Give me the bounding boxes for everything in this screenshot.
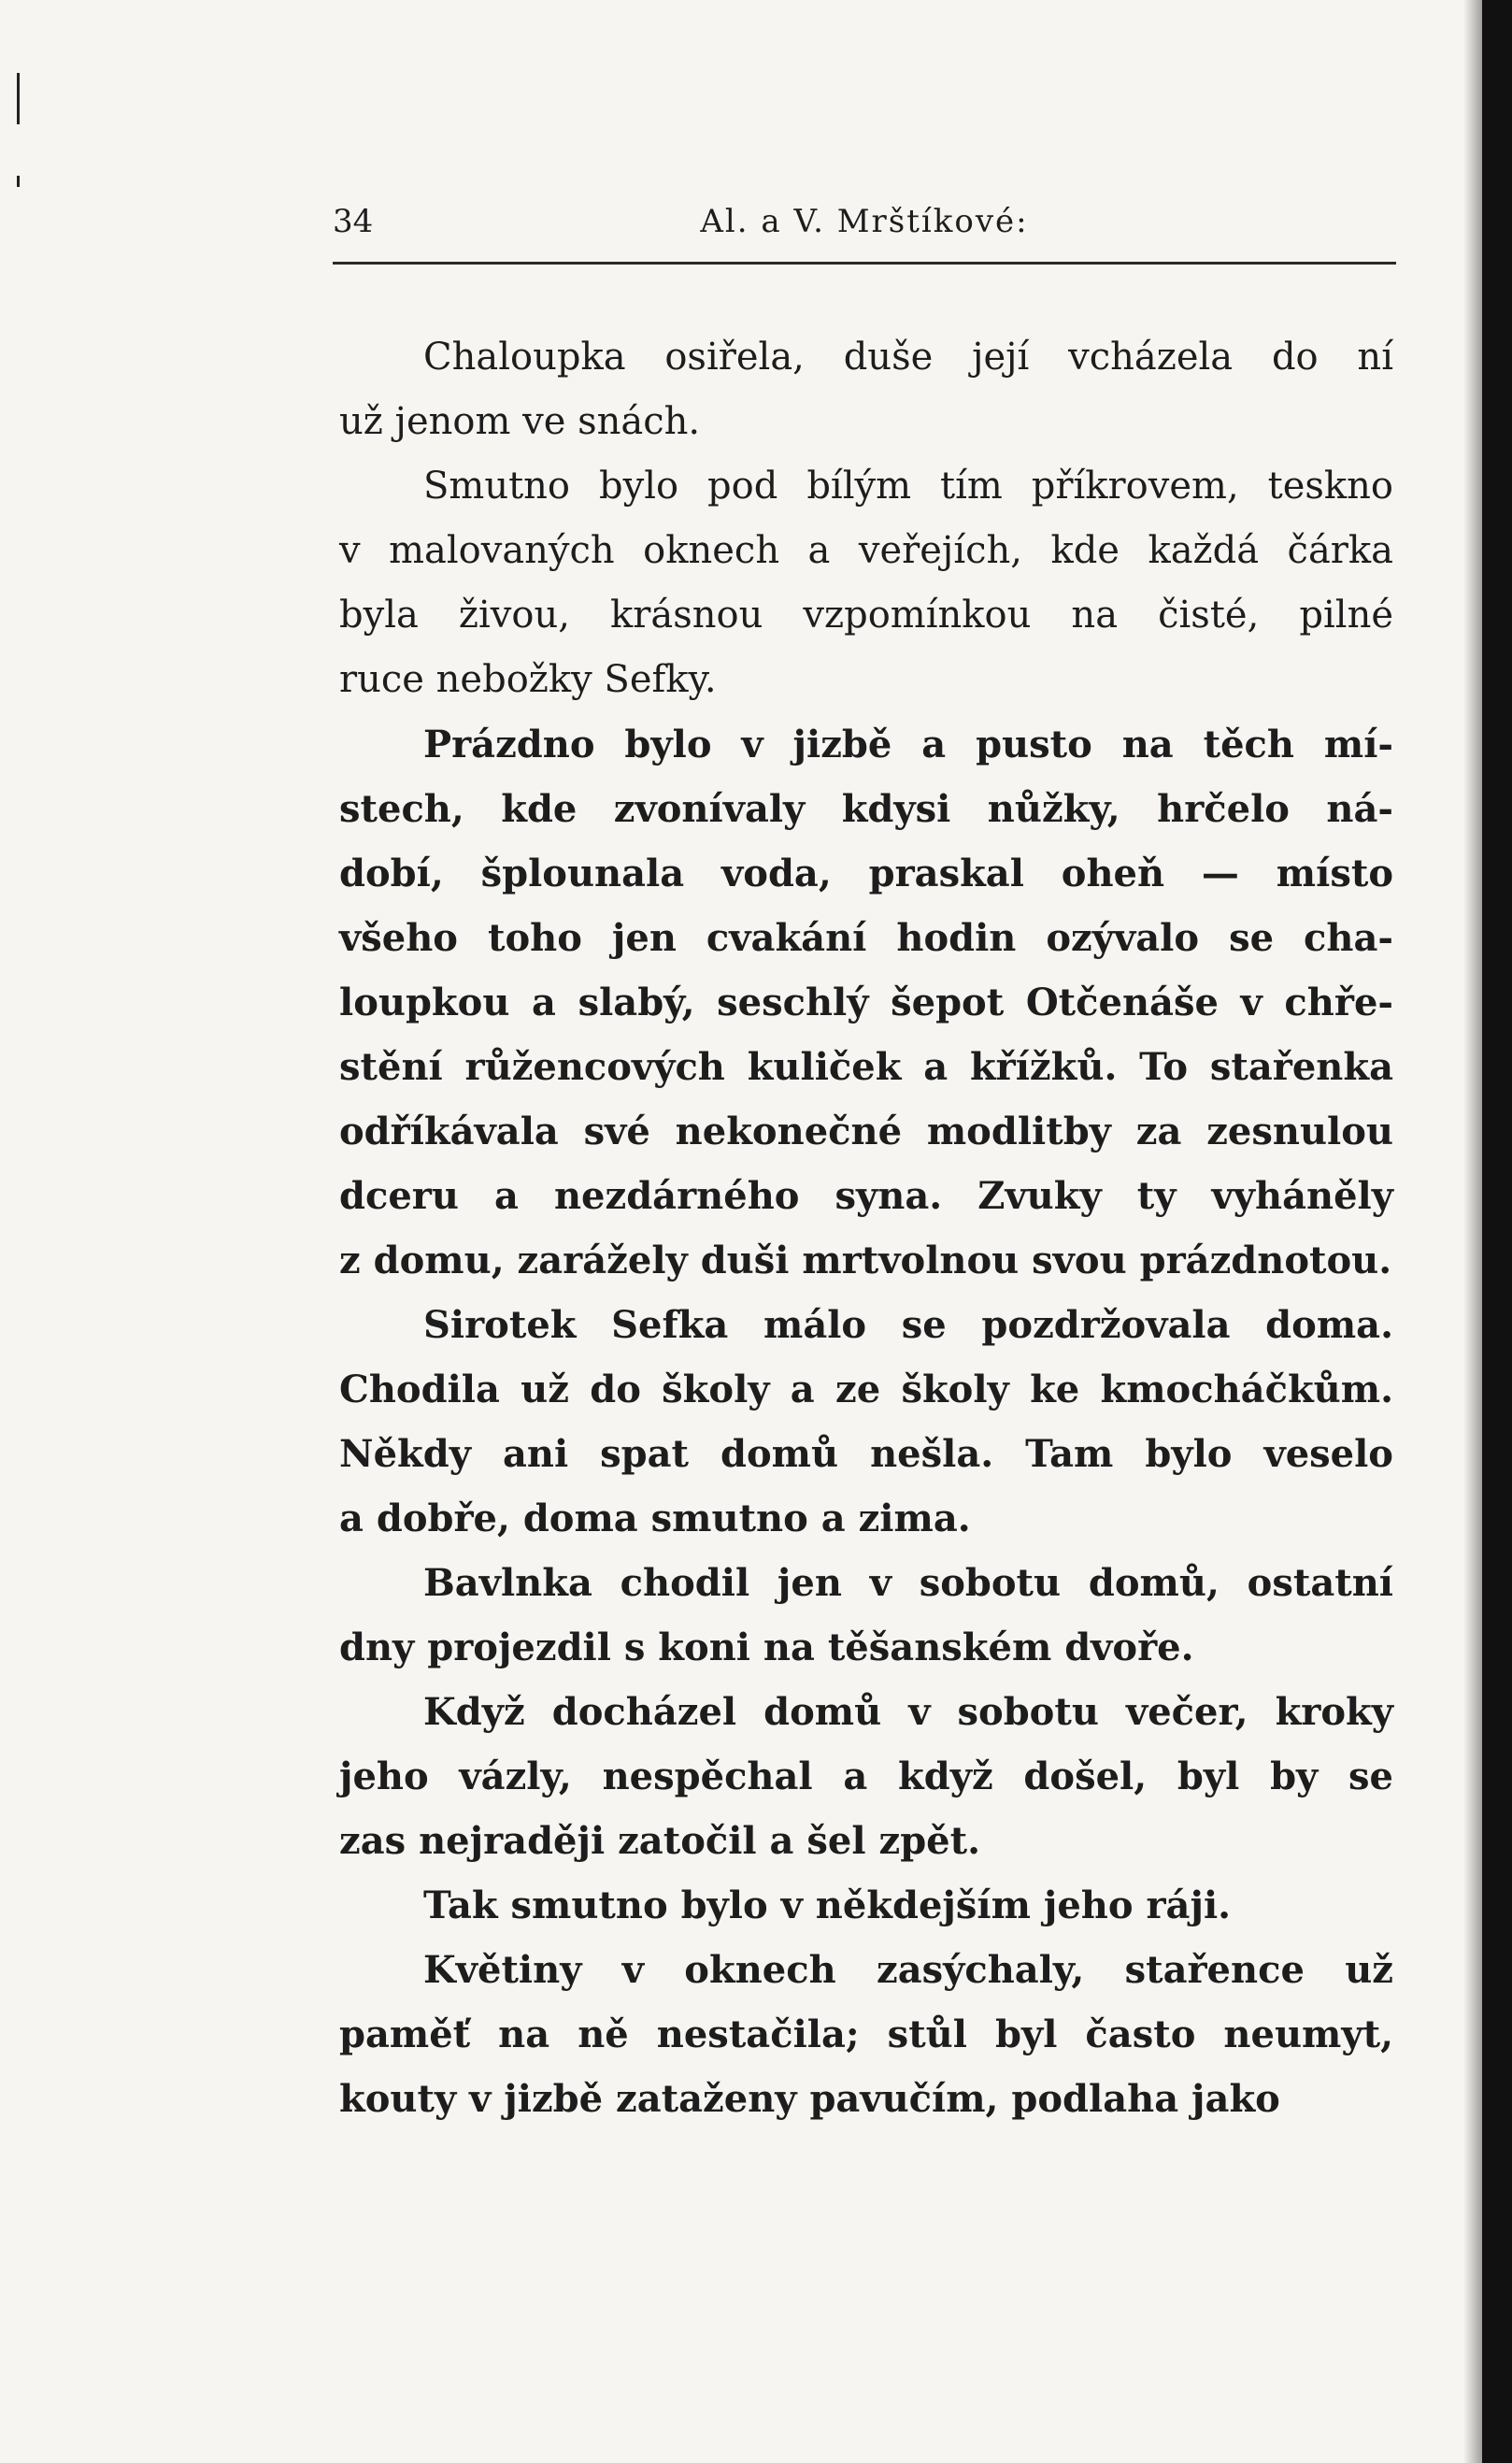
text-line: Bavlnka chodil jen v sobotu domů, ostatní xyxy=(423,1561,1393,1605)
text-line: dny projezdil s koni na těšanském dvoře. xyxy=(339,1625,1194,1669)
text-line: paměť na ně nestačila; stůl byl často neumyt, xyxy=(339,2012,1393,2056)
paragraph xyxy=(339,1873,1393,1938)
text-line: jeho vázly, nespěchal a když došel, byl by se xyxy=(339,1754,1393,1798)
text-line: v malovaných oknech a veřejích, kde každá čárka xyxy=(339,529,1393,572)
scan-mark-top xyxy=(17,73,20,124)
text-line: stech, kde zvonívaly kdysi nůžky, hrčelo ná- xyxy=(339,787,1393,831)
text-line: dceru a nezdárného syna. Zvuky ty vyháněly xyxy=(339,1174,1393,1218)
text-line: Sirotek Sefka málo se pozdržovala doma. xyxy=(423,1303,1393,1347)
text-line: zas nejraději zatočil a šel zpět. xyxy=(339,1819,981,1863)
page-header xyxy=(333,199,1396,251)
paragraph xyxy=(339,1680,1393,1873)
paragraph xyxy=(339,325,1393,454)
text-line: Chodila už do školy a ze školy ke kmocháčkům. xyxy=(339,1368,1393,1411)
text-line: Tak smutno bylo v někdejším jeho ráji. xyxy=(423,1883,1232,1927)
text-line: Smutno bylo pod bílým tím příkrovem, teskno xyxy=(423,465,1393,508)
paragraph xyxy=(339,712,1393,1293)
text-line: už jenom ve snách. xyxy=(339,400,701,443)
page-number: 34 xyxy=(333,203,374,240)
text-line: kouty v jizbě zataženy pavučím, podlaha jako xyxy=(339,2077,1280,2121)
book-gutter-shadow xyxy=(1463,0,1482,2463)
book-edge xyxy=(1482,0,1512,2463)
paragraph xyxy=(339,454,1393,712)
paragraph xyxy=(339,1293,1393,1551)
scan-mark-bottom xyxy=(17,176,20,187)
text-line: všeho toho jen cvakání hodin ozývalo se cha- xyxy=(339,916,1393,960)
text-line: Prázdno bylo v jizbě a pusto na těch mí- xyxy=(423,723,1393,766)
text-line: z domu, zarážely duši mrtvolnou svou prázdnotou. xyxy=(339,1239,1392,1282)
paragraph xyxy=(339,1938,1393,2131)
text-line: a dobře, doma smutno a zima. xyxy=(339,1496,971,1540)
text-line: stění růžencových kuliček a křížků. To stařenka xyxy=(339,1045,1393,1089)
paragraph xyxy=(339,1551,1393,1680)
text-line: byla živou, krásnou vzpomínkou na čisté, pilné xyxy=(339,594,1393,637)
text-line: dobí, šplounala voda, praskal oheň — místo xyxy=(339,852,1393,895)
text-line: Když docházel domů v sobotu večer, kroky xyxy=(423,1690,1393,1734)
text-line: Květiny v oknech zasýchaly, stařence už xyxy=(423,1948,1393,1992)
text-line: Chaloupka osiřela, duše její vcházela do ní xyxy=(423,336,1393,379)
header-rule xyxy=(333,262,1396,265)
text-line: Někdy ani spat domů nešla. Tam bylo veselo xyxy=(339,1432,1393,1476)
text-line: odříkávala své nekonečné modlitby za zesnulou xyxy=(339,1110,1393,1153)
body-text xyxy=(339,325,1393,2131)
text-line: loupkou a slabý, seschlý šepot Otčenáše v chře- xyxy=(339,981,1393,1024)
running-head: Al. a V. Mrštíkové: xyxy=(700,203,1029,240)
text-line: ruce nebožky Sefky. xyxy=(339,658,717,701)
